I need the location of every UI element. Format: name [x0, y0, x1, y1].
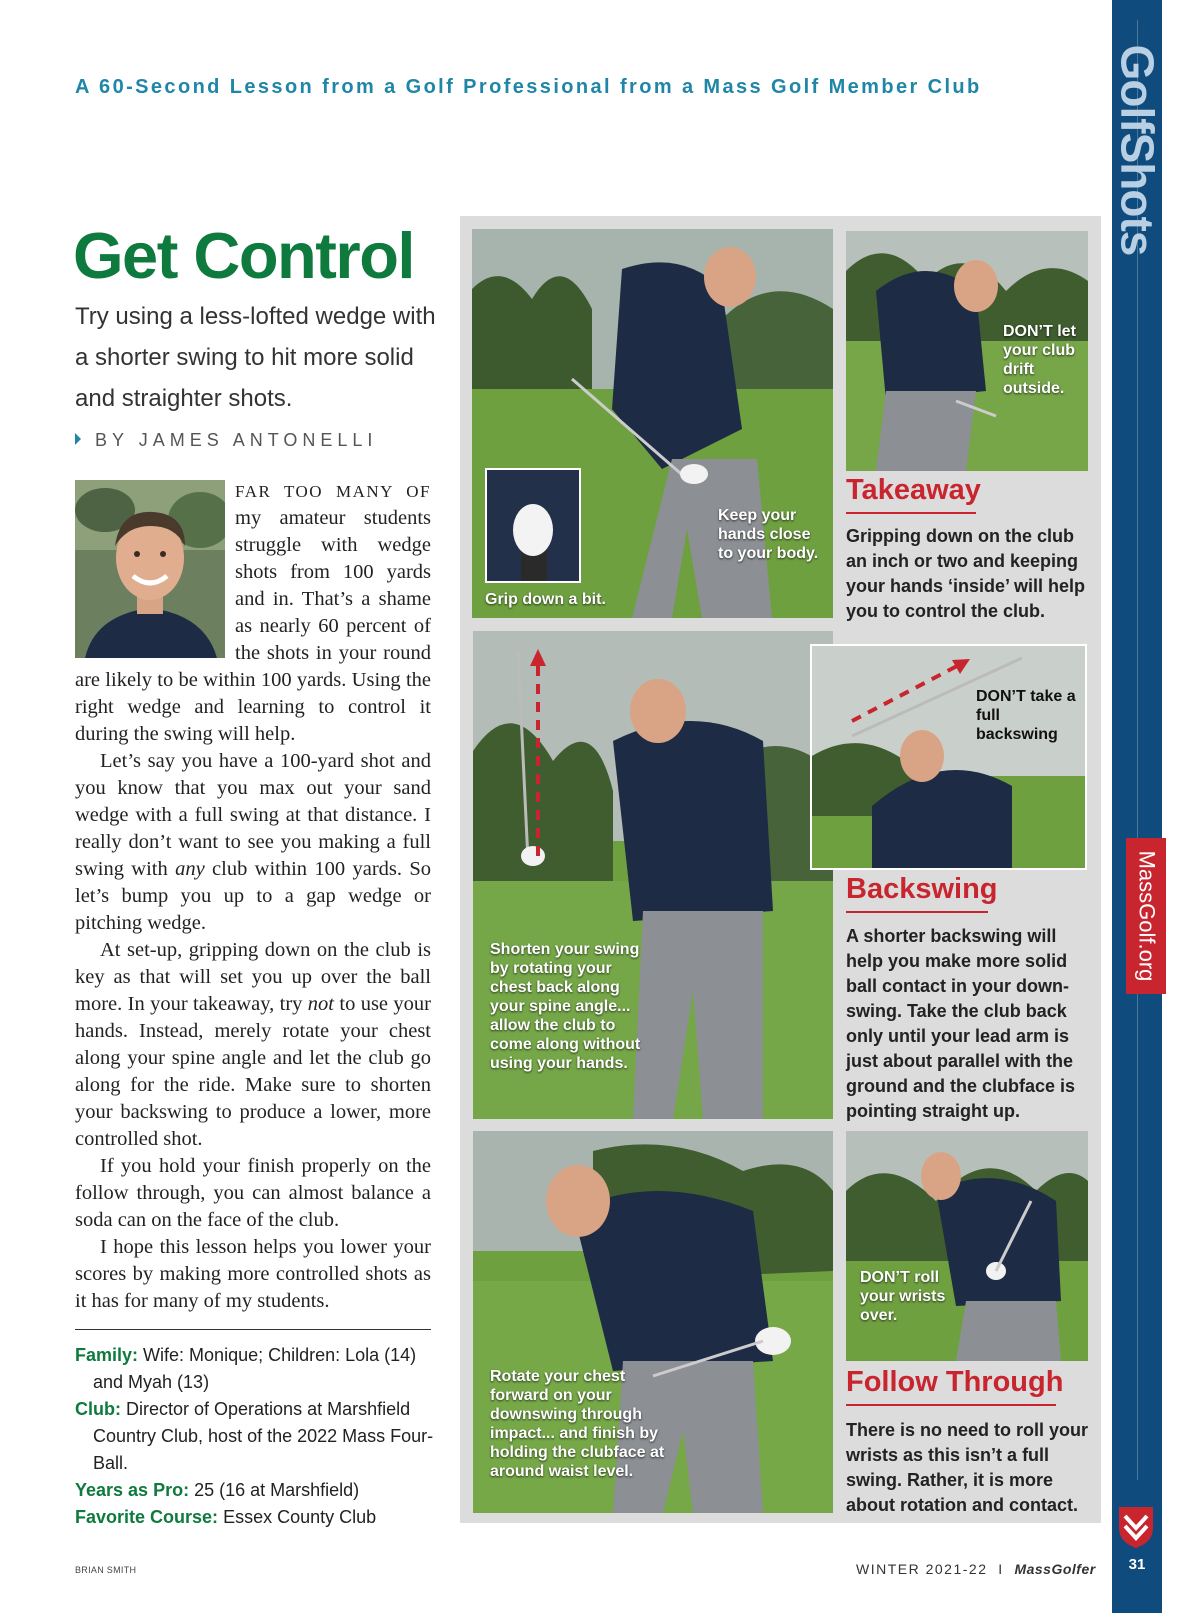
- fact-label: Years as Pro:: [75, 1480, 190, 1500]
- fact-value: Essex County Club: [223, 1507, 377, 1527]
- folio-magazine: MassGolfer: [1014, 1561, 1096, 1577]
- backswing-dont-photo: [810, 644, 1087, 870]
- caption-rotate-chest: Rotate your chest forward on your downswing through impact... and finish by holding the clubface at around waist level.: [490, 1368, 665, 1480]
- body-text-run: my amateur students struggle with wedge shots from 100 yards and in. That’s a shame as nearly 60 percent of the shots in your round are likely to be within 100 yards. Using the right wedge and learning to control it during the swing will help.: [75, 507, 431, 745]
- backswing-heading: Backswing: [846, 873, 998, 905]
- body-text-run: If you hold your finish properly on the follow through, you can almost balance a soda can on the face of the club.: [75, 1155, 431, 1231]
- fact-label: Favorite Course:: [75, 1507, 219, 1527]
- folio: [856, 1561, 1096, 1577]
- sidebar-brand: [1112, 20, 1162, 280]
- fact-label: Club:: [75, 1399, 121, 1419]
- caption-dont-full-backswing: DON’T take a full backswing: [976, 688, 1076, 743]
- fact-row: [75, 1504, 445, 1531]
- page-number: 31: [1128, 1556, 1146, 1573]
- sidebar-site-link[interactable]: [1126, 838, 1166, 994]
- backswing-underline: [846, 911, 988, 913]
- takeaway-heading: Takeaway: [846, 474, 981, 506]
- facts-divider: [75, 1329, 431, 1330]
- body-paragraph: [75, 1234, 431, 1315]
- body-text-run: club within 100 yards. So let’s bump you up to a gap wedge or pitching wedge.: [75, 858, 431, 934]
- takeaway-underline: [846, 512, 976, 514]
- headshot-wrap-spacer: [75, 478, 235, 659]
- body-emphasis: any: [175, 858, 205, 880]
- body-text-run: At set-up, gripping down on the club is key as that will set you up over the ball more. In your takeaway, try: [75, 939, 431, 1015]
- photo-credit: BRIAN SMITH: [75, 1565, 137, 1575]
- fact-value: Director of Operations at Marshfield Country Club, host of the 2022 Mass Four-Ball.: [93, 1399, 434, 1473]
- article-title: Get Control: [73, 219, 414, 292]
- byline: [75, 430, 377, 451]
- body-paragraph: [75, 748, 431, 937]
- follow-through-body: There is no need to roll your wrists as this isn’t a full swing. Rather, it is more about rotation and contact.: [846, 1420, 1089, 1515]
- takeaway-body: Gripping down on the club an inch or two and keeping your hands ‘inside’ will help you to control the club.: [846, 526, 1086, 621]
- follow-through-underline: [846, 1404, 1056, 1406]
- fact-value: Wife: Monique; Children: Lola (14) and Myah (13): [93, 1345, 417, 1392]
- sidebar-brand-text: GolfShots: [1111, 44, 1164, 256]
- lead-in: FAR TOO MANY OF: [235, 482, 431, 501]
- sidebar-site-text: MassGolf.org: [1134, 850, 1160, 982]
- grip-inset-photo: [485, 468, 581, 583]
- body-text-run: Let’s say you have a 100-yard shot and you know that you max out your sand wedge with a full swing at that distance. I really don’t want to see you making a full swing with: [75, 750, 431, 880]
- folio-issue: WINTER 2021-22: [856, 1561, 988, 1577]
- body-text-run: I hope this lesson helps you lower your scores by making more controlled shots as it has for many of my students.: [75, 1236, 431, 1312]
- follow-through-dont-photo: [846, 1131, 1088, 1361]
- caption-grip: Grip down a bit.: [485, 591, 606, 608]
- article-dek: Try using a less-lofted wedge with a shorter swing to hit more solid and straighter shots.: [75, 303, 436, 412]
- fact-label: Family:: [75, 1345, 139, 1365]
- body-paragraph: [75, 1153, 431, 1234]
- byline-text: BY JAMES ANTONELLI: [95, 430, 378, 450]
- fact-row: [75, 1396, 445, 1477]
- body-paragraph: [75, 937, 431, 1153]
- caption-hands-close: Keep your hands close to your body.: [718, 507, 819, 562]
- kicker: A 60-Second Lesson from a Golf Professional from a Mass Golf Member Club: [75, 76, 982, 98]
- body-emphasis: not: [307, 993, 334, 1015]
- caption-dont-drift: DON’T let your club drift outside.: [1003, 323, 1076, 397]
- caption-dont-roll-wrists: DON’T roll your wrists over.: [860, 1269, 946, 1324]
- article-body: [75, 478, 431, 1315]
- backswing-body: A shorter backswing will help you make more solid ball contact in your down-swing. Take the club back only until your lead arm is just about parallel with the ground and the clubface is pointing straight up.: [846, 926, 1076, 1121]
- follow-through-heading: Follow Through: [846, 1366, 1064, 1398]
- fact-row: [75, 1477, 445, 1504]
- mass-golf-shield-icon: [1116, 1504, 1156, 1550]
- caption-shorten-swing: Shorten your swing by rotating your chest back along your spine angle... allow the club to come along without using your hands.: [490, 941, 641, 1072]
- author-facts: [75, 1342, 445, 1531]
- byline-arrow-icon: [75, 433, 81, 445]
- body-text-run: to use your hands. Instead, merely rotate your chest along your spine angle and let the club go along for the ride. Make sure to shorten your backswing to produce a lower, more controlled shot.: [75, 993, 431, 1150]
- folio-separator: I: [998, 1561, 1004, 1577]
- fact-row: [75, 1342, 445, 1396]
- fact-value: 25 (16 at Marshfield): [194, 1480, 360, 1500]
